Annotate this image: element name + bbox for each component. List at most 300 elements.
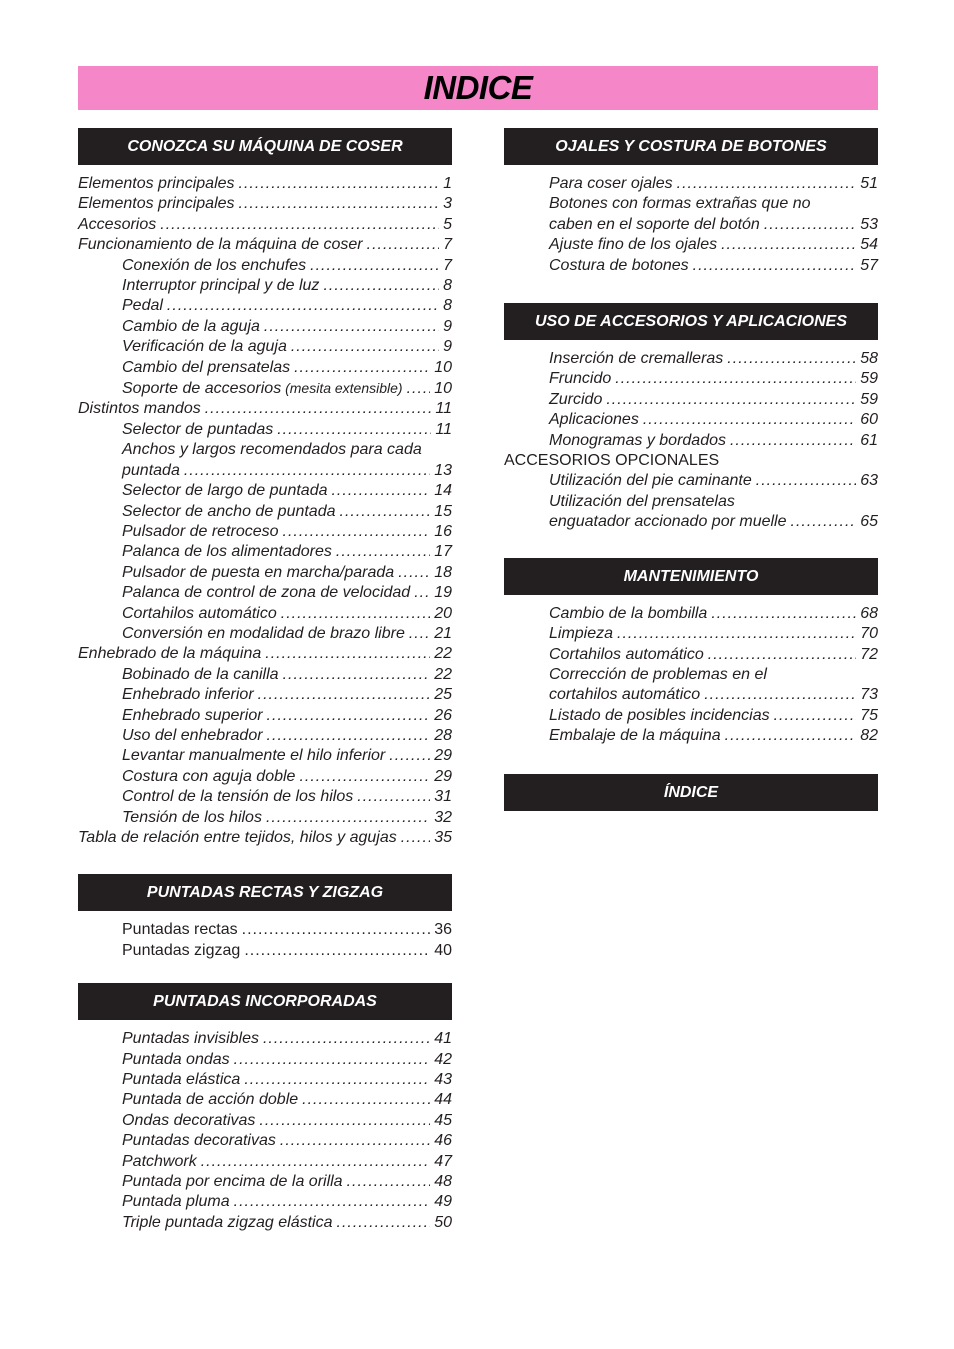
- dot-leader: [265, 644, 430, 664]
- dot-leader: [407, 379, 431, 399]
- toc-entry[interactable]: [504, 685, 878, 705]
- page-number: 1: [443, 175, 452, 192]
- toc-entry-text: Puntada ondas: [122, 1050, 230, 1068]
- toc-entry[interactable]: [78, 941, 452, 961]
- dot-leader: [764, 215, 856, 235]
- toc-entry-text: Puntada por encima de la orilla: [122, 1173, 343, 1191]
- page-number: 63: [860, 472, 878, 490]
- toc-entry[interactable]: [504, 604, 878, 624]
- toc-entry[interactable]: [78, 563, 452, 583]
- section-heading: ÍNDICE: [504, 774, 878, 811]
- toc-entry-text: Palanca de los alimentadores: [122, 543, 332, 561]
- toc-entry-label: [122, 317, 260, 337]
- toc-entry-label: [122, 358, 290, 378]
- toc-entry-text: Elementos principales: [78, 195, 235, 213]
- dot-leader: [244, 941, 430, 961]
- toc-entry-text: Limpieza: [549, 625, 614, 643]
- toc-entry-label: [122, 296, 163, 316]
- dot-leader: [277, 420, 431, 440]
- toc-entry[interactable]: [78, 317, 452, 337]
- toc-entry[interactable]: [78, 1172, 452, 1192]
- toc-entry[interactable]: [504, 390, 878, 410]
- toc-entry-text: puntada: [122, 461, 180, 479]
- dot-leader: [367, 235, 439, 255]
- toc-entry-text: Ondas decorativas: [122, 1111, 256, 1129]
- toc-entry[interactable]: [504, 215, 878, 235]
- toc-entry-text: Puntada elástica: [122, 1071, 241, 1089]
- page-number: 42: [434, 1050, 452, 1068]
- dot-leader: [267, 726, 431, 746]
- page-number: 20: [434, 604, 452, 622]
- dot-leader: [409, 624, 430, 644]
- toc-entry[interactable]: [78, 1192, 452, 1212]
- toc-entry-text: Pulsador de puesta en marcha/parada: [122, 563, 395, 581]
- toc-entry-text: Conexión de los enchufes: [122, 256, 307, 274]
- page-number: 16: [434, 522, 452, 540]
- page-number: 7: [443, 256, 452, 274]
- dot-leader: [294, 358, 430, 378]
- dot-leader: [267, 706, 431, 726]
- page-number: 75: [860, 706, 878, 724]
- toc-entry-text: Puntadas decorativas: [122, 1132, 276, 1150]
- dot-leader: [711, 604, 856, 624]
- toc-entry[interactable]: [78, 399, 452, 419]
- page-number: 65: [860, 513, 878, 531]
- toc-entry-label: [122, 665, 279, 685]
- toc-entry[interactable]: [504, 471, 878, 491]
- section-heading: OJALES Y COSTURA DE BOTONES: [504, 128, 878, 165]
- title-bar: [78, 66, 878, 110]
- page-number: 59: [860, 370, 878, 388]
- toc-entry[interactable]: [78, 1111, 452, 1131]
- toc-entry-label: [122, 941, 240, 961]
- toc-entry[interactable]: [504, 451, 878, 471]
- toc-entry-label: [122, 1131, 276, 1151]
- dot-leader: [331, 481, 430, 501]
- toc-entry-text: Enhebrado de la máquina: [78, 645, 262, 663]
- dot-leader: [693, 256, 857, 276]
- toc-entry[interactable]: [78, 1070, 452, 1090]
- dot-leader: [677, 174, 857, 194]
- toc-entry-text: Puntadas zigzag: [122, 941, 241, 959]
- toc-entry-text: Soporte de accesorios: [122, 380, 282, 398]
- page-number: 51: [860, 175, 878, 192]
- page-number: 19: [434, 584, 452, 602]
- page-number: 10: [434, 380, 452, 398]
- dot-leader: [244, 1070, 430, 1090]
- toc-entry[interactable]: [504, 256, 878, 276]
- toc-entry-text: Control de la tensión de los hilos: [122, 788, 354, 806]
- toc-entry[interactable]: [78, 1152, 452, 1172]
- toc-entry-text: Accesorios: [78, 215, 157, 233]
- toc-entry-text: Aplicaciones: [549, 411, 639, 429]
- toc-entry-text: Puntada de acción doble: [122, 1091, 299, 1109]
- toc-entry[interactable]: [504, 665, 878, 685]
- section-heading: PUNTADAS RECTAS Y ZIGZAG: [78, 874, 452, 911]
- toc-entry[interactable]: [504, 174, 878, 194]
- toc-entry[interactable]: [78, 256, 452, 276]
- section-uso-de-accesorios-y-aplicaciones: [504, 303, 878, 533]
- toc-entry-text: Patchwork: [122, 1152, 197, 1170]
- toc-entry-text: Utilización del prensatelas: [549, 492, 735, 510]
- toc-entry-label: [549, 645, 704, 665]
- dot-leader: [756, 471, 856, 491]
- page-number: 47: [434, 1152, 452, 1170]
- toc-entry-text: Cortahilos automático: [549, 645, 704, 663]
- page-number: 21: [434, 624, 452, 642]
- toc-entry[interactable]: [78, 461, 452, 481]
- toc-entry-note: (mesita extensible): [281, 380, 403, 397]
- toc-entry-label: [78, 174, 235, 194]
- dot-leader: [606, 390, 856, 410]
- section-heading: CONOZCA SU MÁQUINA DE COSER: [78, 128, 452, 165]
- page-number: 8: [443, 277, 452, 295]
- toc-entry[interactable]: [78, 1090, 452, 1110]
- toc-entry-text: cortahilos automático: [549, 686, 701, 704]
- toc-entry-label: [122, 337, 287, 357]
- toc-entry-text: Inserción de cremalleras: [549, 350, 724, 368]
- toc-entry[interactable]: [504, 706, 878, 726]
- toc-entry[interactable]: [78, 1029, 452, 1049]
- dot-leader: [302, 1090, 430, 1110]
- toc-entry-label: [122, 706, 263, 726]
- dot-leader: [259, 1111, 430, 1131]
- section-puntadas-rectas-y-zigzag: [78, 874, 452, 961]
- dot-leader: [704, 685, 856, 705]
- toc-entry[interactable]: [504, 512, 878, 532]
- toc-entry-label: [122, 1213, 333, 1233]
- toc-entry[interactable]: [78, 194, 452, 214]
- toc-entry[interactable]: [78, 787, 452, 807]
- page-number: 29: [434, 747, 452, 765]
- toc-entry-label: [122, 767, 295, 787]
- dot-leader: [389, 746, 430, 766]
- toc-entry-label: [78, 399, 201, 419]
- dot-leader: [725, 726, 857, 746]
- section-heading: PUNTADAS INCORPORADAS: [78, 983, 452, 1020]
- page-number: 58: [860, 350, 878, 368]
- toc-entry[interactable]: [78, 481, 452, 501]
- toc-entry[interactable]: [78, 767, 452, 787]
- toc-entry-text: Utilización del pie caminante: [549, 472, 752, 490]
- toc-entry-label: [122, 502, 336, 522]
- toc-entry-label: [122, 604, 277, 624]
- section-puntadas-incorporadas: [78, 983, 452, 1233]
- dot-leader: [727, 349, 856, 369]
- toc-entry-label: [549, 431, 726, 451]
- toc-entry-text: caben en el soporte del botón: [549, 215, 760, 233]
- page-number: 32: [434, 808, 452, 826]
- dot-leader: [398, 563, 430, 583]
- toc-entry[interactable]: [78, 174, 452, 194]
- toc-entry[interactable]: [78, 296, 452, 316]
- page-number: 26: [434, 706, 452, 724]
- toc-entry-label: [504, 451, 878, 471]
- page-number: 10: [434, 358, 452, 376]
- page-number: 59: [860, 390, 878, 408]
- toc-entry-text: Funcionamiento de la máquina de coser: [78, 236, 363, 254]
- dot-leader: [234, 1050, 431, 1070]
- dot-leader: [264, 317, 439, 337]
- toc-entry[interactable]: [78, 746, 452, 766]
- toc-entry-label: [122, 787, 353, 807]
- toc-entry-label: [549, 624, 613, 644]
- page-number: 29: [434, 767, 452, 785]
- toc-entry-text: Pedal: [122, 297, 163, 315]
- toc-entry-text: Interruptor principal y de luz: [122, 277, 320, 295]
- toc-entry[interactable]: [78, 235, 452, 255]
- toc-entry[interactable]: [504, 235, 878, 255]
- toc-entry-label: [122, 542, 332, 562]
- toc-entry-text: Elementos principales: [78, 175, 235, 192]
- section-heading: MANTENIMIENTO: [504, 558, 878, 595]
- toc-entry-label: [122, 461, 180, 481]
- toc-entry-text: Costura de botones: [549, 256, 689, 274]
- toc-entry-text: Corrección de problemas en el: [549, 665, 767, 683]
- toc-list: [78, 174, 452, 848]
- toc-entry-text: Embalaje de la máquina: [549, 727, 721, 745]
- page-number: 46: [434, 1132, 452, 1150]
- toc-entry-label: [549, 369, 611, 389]
- page-number: 35: [434, 829, 452, 846]
- dot-leader: [708, 645, 856, 665]
- toc-entry-label: [122, 276, 319, 296]
- dot-leader: [234, 1192, 431, 1212]
- toc-entry-text: Distintos mandos: [78, 400, 201, 418]
- section-conozca-su-maquina-de-coser: [78, 128, 452, 848]
- page-number: 40: [434, 941, 452, 959]
- toc-entry-text: Puntadas invisibles: [122, 1030, 259, 1048]
- page-number: 14: [434, 482, 452, 500]
- dot-leader: [310, 256, 439, 276]
- toc-entry-label: [549, 174, 673, 194]
- toc-entry-label: [549, 349, 723, 369]
- page-number: 15: [434, 502, 452, 520]
- toc-entry-text: Puntada pluma: [122, 1193, 230, 1211]
- dot-leader: [336, 542, 430, 562]
- toc-entry[interactable]: [78, 378, 452, 399]
- toc-entry-label: [549, 194, 878, 214]
- page-number: 60: [860, 411, 878, 429]
- toc-entry[interactable]: [78, 502, 452, 522]
- toc-entry[interactable]: [504, 369, 878, 389]
- toc-list: [78, 920, 452, 961]
- page-number: 50: [434, 1213, 452, 1231]
- page-number: 25: [434, 686, 452, 704]
- page-number: 22: [434, 665, 452, 683]
- section-mantenimiento: [504, 558, 878, 747]
- toc-entry-label: [549, 215, 760, 235]
- dot-leader: [239, 194, 440, 214]
- toc-entry[interactable]: [78, 276, 452, 296]
- toc-entry-label: [549, 492, 878, 512]
- toc-entry-label: [122, 624, 405, 644]
- dot-leader: [730, 431, 856, 451]
- toc-entry-label: [549, 512, 787, 532]
- toc-entry[interactable]: [78, 1213, 452, 1233]
- toc-entry-text: Uso del enhebrador: [122, 726, 263, 744]
- toc-entry[interactable]: [78, 644, 452, 664]
- page-number: 48: [434, 1173, 452, 1191]
- toc-entry-text: Conversión en modalidad de brazo libre: [122, 624, 405, 642]
- toc-entry[interactable]: [78, 828, 452, 848]
- dot-leader: [617, 624, 856, 644]
- page-number: 73: [860, 686, 878, 704]
- section-indice: [504, 774, 878, 811]
- toc-entry-label: [549, 726, 721, 746]
- toc-entry[interactable]: [78, 665, 452, 685]
- page-number: 17: [434, 543, 452, 561]
- toc-entry-label: [122, 1090, 298, 1110]
- page-number: 70: [860, 625, 878, 643]
- toc-entry-label: [122, 583, 410, 603]
- dot-leader: [281, 604, 430, 624]
- toc-entry-label: [122, 378, 403, 399]
- toc-entry-label: [78, 194, 235, 214]
- toc-entry-label: [549, 390, 602, 410]
- toc-entry[interactable]: [504, 194, 878, 214]
- toc-entry[interactable]: [504, 624, 878, 644]
- toc-entry-text: Listado de posibles incidencias: [549, 706, 770, 724]
- toc-entry[interactable]: [78, 215, 452, 235]
- section-ojales-y-costura-de-botones: [504, 128, 878, 276]
- toc-entry-label: [122, 1152, 197, 1172]
- page-number: 36: [434, 921, 452, 939]
- dot-leader: [160, 215, 439, 235]
- toc-entry[interactable]: [78, 420, 452, 440]
- toc-entry[interactable]: [78, 624, 452, 644]
- toc-entry-text: Fruncido: [549, 370, 612, 388]
- toc-entry[interactable]: [78, 706, 452, 726]
- toc-entry[interactable]: [78, 685, 452, 705]
- toc-entry-label: [78, 644, 261, 664]
- toc-entry-text: enguatador accionado por muelle: [549, 513, 787, 531]
- toc-entry-label: [122, 1050, 230, 1070]
- toc-entry-text: Para coser ojales: [549, 175, 673, 192]
- toc-entry-label: [122, 1029, 259, 1049]
- page-number: 7: [443, 236, 452, 254]
- toc-entry-text: Verificación de la aguja: [122, 338, 287, 356]
- toc-entry-label: [78, 828, 397, 848]
- page-number: 11: [435, 400, 452, 418]
- dot-leader: [347, 1172, 431, 1192]
- toc-entry[interactable]: [78, 1131, 452, 1151]
- toc-entry[interactable]: [78, 808, 452, 828]
- toc-entry-text: Tabla de relación entre tejidos, hilos y agujas: [78, 829, 397, 846]
- page-number: 41: [434, 1030, 452, 1048]
- toc-entry-label: [549, 410, 639, 430]
- dot-leader: [791, 512, 857, 532]
- toc-entry-text: Zurcido: [549, 390, 603, 408]
- toc-entry-text: Cambio de la bombilla: [549, 604, 708, 622]
- dot-leader: [242, 920, 431, 940]
- dot-leader: [283, 522, 431, 542]
- toc-entry[interactable]: [504, 410, 878, 430]
- toc-entry[interactable]: [78, 583, 452, 603]
- toc-entry[interactable]: [78, 522, 452, 542]
- toc-entry-label: [549, 256, 689, 276]
- toc-entry-label: [122, 920, 238, 940]
- toc-entry-label: [549, 665, 878, 685]
- toc-entry[interactable]: [78, 604, 452, 624]
- toc-entry-label: [122, 563, 394, 583]
- toc-entry-text: Cambio del prensatelas: [122, 358, 291, 376]
- toc-entry-text: Monogramas y bordados: [549, 431, 726, 449]
- toc-list: [78, 1029, 452, 1233]
- toc-entry[interactable]: [78, 920, 452, 940]
- toc-entry[interactable]: [78, 542, 452, 562]
- toc-entry-text: Triple puntada zigzag elástica: [122, 1213, 333, 1231]
- toc-entry[interactable]: [504, 492, 878, 512]
- toc-entry-label: [549, 604, 707, 624]
- toc-entry[interactable]: [504, 645, 878, 665]
- toc-entry-label: [78, 215, 156, 235]
- page-number: 11: [435, 420, 452, 438]
- dot-leader: [721, 235, 856, 255]
- toc-list: [504, 349, 878, 533]
- page-number: 8: [443, 297, 452, 315]
- toc-entry[interactable]: [504, 349, 878, 369]
- toc-entry-label: [122, 420, 273, 440]
- toc-entry[interactable]: [504, 431, 878, 451]
- toc-list: [504, 174, 878, 276]
- toc-entry-text: Ajuste fino de los ojales: [549, 236, 718, 254]
- dot-leader: [167, 296, 439, 316]
- page-number: 9: [443, 338, 452, 356]
- dot-leader: [205, 399, 432, 419]
- toc-entry[interactable]: [78, 358, 452, 378]
- page-number: 49: [434, 1193, 452, 1211]
- dot-leader: [299, 767, 430, 787]
- toc-entry[interactable]: [78, 440, 452, 460]
- toc-entry-label: [122, 1111, 255, 1131]
- toc-entry-text: Bobinado de la canilla: [122, 665, 279, 683]
- dot-leader: [337, 1213, 431, 1233]
- toc-entry-text: ACCESORIOS OPCIONALES: [504, 452, 720, 470]
- page-number: 22: [434, 645, 452, 663]
- page-number: 57: [860, 256, 878, 274]
- dot-leader: [401, 828, 430, 848]
- right-column: [504, 128, 878, 820]
- page-number: 54: [860, 236, 878, 254]
- page-number: 45: [434, 1111, 452, 1129]
- page-number: 5: [443, 215, 452, 233]
- dot-leader: [201, 1152, 431, 1172]
- toc-entry-label: [122, 1192, 230, 1212]
- dot-leader: [239, 174, 440, 194]
- dot-leader: [184, 461, 430, 481]
- page-number: 9: [443, 317, 452, 335]
- toc-entry-text: Puntadas rectas: [122, 921, 238, 939]
- toc-entry-text: Tensión de los hilos: [122, 808, 262, 826]
- toc-entry-text: Cortahilos automático: [122, 604, 277, 622]
- toc-entry-text: Selector de puntadas: [122, 420, 274, 438]
- toc-entry-text: Levantar manualmente el hilo inferior: [122, 747, 386, 765]
- toc-entry-label: [122, 481, 327, 501]
- toc-entry[interactable]: [78, 337, 452, 357]
- toc-entry-label: [122, 746, 385, 766]
- toc-entry[interactable]: [78, 726, 452, 746]
- toc-entry-text: Selector de largo de puntada: [122, 482, 328, 500]
- dot-leader: [280, 1131, 430, 1151]
- toc-entry-label: [549, 685, 700, 705]
- toc-entry[interactable]: [504, 726, 878, 746]
- page-number: 28: [434, 726, 452, 744]
- toc-entry-text: Cambio de la aguja: [122, 317, 260, 335]
- toc-entry[interactable]: [78, 1050, 452, 1070]
- toc-entry-label: [122, 1070, 240, 1090]
- page-number: 72: [860, 645, 878, 663]
